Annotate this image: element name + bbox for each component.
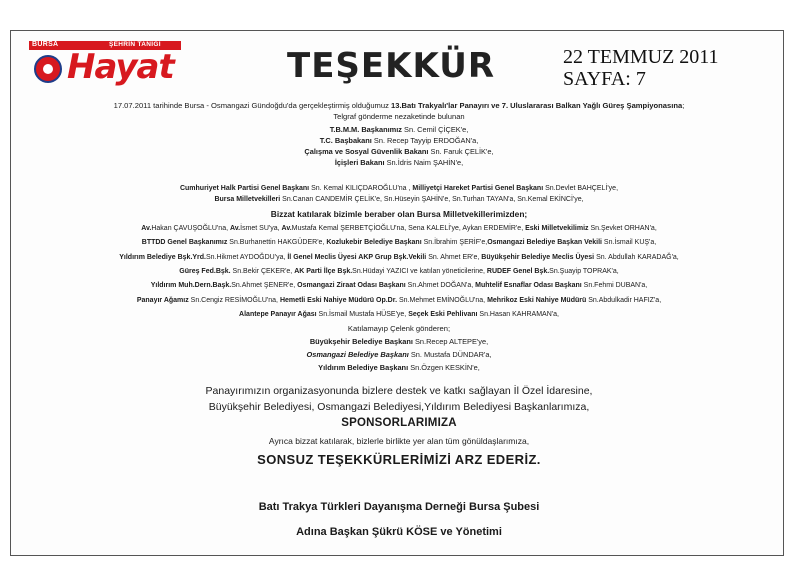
wreath-name: Sn. Mustafa DÜNDAR'a, [408,350,492,359]
official-title: T.C. Başbakanı [319,136,372,145]
official-name: Sn. Faruk ÇELİK'e, [428,147,494,156]
attendee-title: Seçek Eski Pehlivanı [408,310,478,318]
issue-date-block [563,46,719,90]
attended-line [14,296,784,305]
party-title: Bursa Milletvekilleri [214,196,281,203]
attended-line [14,281,784,290]
attendee-title: Eski Milletvekilimiz [525,225,589,232]
party-name: Sn.Canan CANDEMİR ÇELİK'e, Sn.Hüseyin ŞAHİN'e, Sn.Turhan TAYAN'a, Sn.Kemal EKİNCİ'ye, [280,196,584,203]
attended-line [14,224,784,233]
intro-line [14,101,784,110]
attendee-name: Sn.Hikmet AYDOĞDU'ya, [206,253,288,261]
logo-word: Hayat [67,47,174,87]
attendee-name: Sn.Şevket ORHAN'a, [588,225,657,232]
logo-city: BURSA [32,41,59,48]
newspaper-logo [29,41,181,87]
party-name: Sn.Devlet BAHÇELİ'ye, [543,185,619,192]
attendee-title: İl Genel Meclis Üyesi AKP Grup Bşk.Vekili [287,253,427,261]
signature-by: Adına Başkan Şükrü KÖSE ve Yönetimi [296,526,502,538]
party-title: Milliyetçi Hareket Partisi Genel Başkanı [412,185,544,192]
parties-line-2 [14,195,784,204]
signature-org: Batı Trakya Türkleri Dayanışma Derneği Bursa Şubesi [258,501,540,513]
wreath-name: Sn.Özgen KESKİN'e, [408,363,480,372]
attendee-name: Sn.Ahmet ŞENER'e, [231,282,298,290]
closing-line-2: Büyükşehir Belediyesi, Osmangazi Belediyesi,Yıldırım Belediyesi Başkanlarımıza, [208,401,590,413]
official-line [14,158,784,167]
attendee-title: Yıldırım Muh.Dern.Başk. [150,282,232,290]
attendee-name: Sn. Ahmet ER'e, [426,253,482,261]
wreath-heading: Katılamayıp Çelenk gönderen; [347,324,451,333]
official-name: Sn. Cemil ÇİÇEK'e, [401,125,469,134]
attendee-name: Sn.İsmail KUŞ'a, [601,239,657,247]
attendee-name: Sn.İsmail Mustafa HÜSE'ye, [316,310,409,318]
attendee-name: Sn.Fehmi DUBAN'a, [581,282,648,290]
attendee-name: Sn.Mehmet EMİNOĞLU'na, [397,296,488,304]
attendee-title: Av. [230,225,241,232]
attendee-title: Hemetli Eski Nahiye Müdürü Op.Dr. [279,296,398,304]
attended-heading: Bizzat katılarak bizimle beraber olan Bursa Milletvekillerimizden; [270,209,528,219]
attendee-title: Av. [141,225,152,232]
attendee-name: Sn.Bekir ÇEKER'e, [230,267,295,275]
attendee-name: Sn.İbrahim ŞERİF'e, [421,239,488,247]
attendee-name: Sn.Burhanettin HAKGÜDER'e, [227,239,327,247]
attendee-name: Hakan ÇAVUŞOĞLU'na, [151,225,230,232]
attendee-name: Sn.Şuayip TOPRAK'a, [549,267,619,275]
issue-date: 22 TEMMUZ 2011 [563,46,719,68]
attendee-name: Sn.Hasan KAHRAMAN'a, [477,310,559,318]
attended-line [14,267,784,276]
official-title: T.B.M.M. Başkanımız [329,125,402,134]
official-line [14,136,784,145]
official-title: İçişleri Bakanı [334,158,385,167]
attendee-title: Alantepe Panayır Ağası [239,310,317,318]
attendee-title: Güreş Fed.Bşk. [179,267,231,275]
attendee-title: Panayır Ağamız [136,296,189,304]
wreath-title: Yıldırım Belediye Başkanı [318,363,409,372]
thanks-line: SONSUZ TEŞEKKÜRLERİMİZİ ARZ EDERİZ. [257,452,541,467]
wreath-title: Osmangazi Belediye Başkanı [306,350,409,359]
attendee-name: Mustafa Kemal ŞERBETÇİOĞLU'na, Sena KALELİ'ye, Aykan ERDEMİR'e, [291,225,526,232]
wreath-line [14,350,784,359]
attendee-title: BTTDD Genel Başkanımız [141,239,228,247]
attendee-title: Av. [281,225,292,232]
parties-line-1 [14,184,784,193]
telegram-line: Telgraf gönderme nezaketinde bulunan [333,112,465,121]
attendee-name: Sn.Abdulkadir HAFIZ'a, [586,296,662,304]
attended-line [14,310,784,319]
globe-icon [34,55,62,83]
attendee-title: Yıldırım Belediye Bşk.Yrd. [119,253,207,261]
official-line [14,147,784,156]
intro-event: 13.Batı Trakyalı'lar Panayırı ve 7. Uluslararası Balkan Yağlı Güreş Şampiyonasına [391,101,683,110]
attendee-name: İsmet SU'ya, [240,225,282,232]
official-name: Sn.İdris Naim ŞAHİN'e, [384,158,464,167]
wreath-title: Büyükşehir Belediye Başkanı [309,337,413,346]
attended-line [14,253,784,262]
party-name: Sn. Kemal KILIÇDAROĞLU'na , [309,185,413,192]
attendee-name: Sn.Cengiz RESİMOĞLU'na, [188,296,280,304]
attendee-title: Osmangazi Belediye Başkan Vekili [487,239,602,247]
attendee-title: Büyükşehir Belediye Meclis Üyesi [481,253,595,261]
wreath-name: Sn.Recep ALTEPE'ye, [412,337,489,346]
sponsors-line: SPONSORLARIMIZA [341,417,457,429]
logo-tagline: ŞEHRİN TANIĞI [109,41,161,48]
intro-post: ; [682,101,685,110]
attendee-title: Kozlukebir Belediye Başkanı [326,239,422,247]
official-line [14,125,784,134]
page-number: SAYFA: 7 [563,68,646,90]
wreath-line [14,363,784,372]
attendee-title: Mehrikoz Eski Nahiye Müdürü [487,296,587,304]
attendee-title: RUDEF Genel Bşk. [486,267,550,275]
wreath-line [14,337,784,346]
attended-line [14,238,784,247]
attendee-title: Muhtelif Esnaflar Odası Başkanı [475,282,582,290]
official-name: Sn. Recep Tayyip ERDOĞAN'a, [371,136,479,145]
page-title: TEŞEKKÜR [287,46,496,86]
intro-pre: 17.07.2011 tarihinde Bursa - Osmangazi Gündoğdu'da gerçekleştirmiş olduğumuz [113,101,391,110]
official-title: Çalışma ve Sosyal Güvenlik Bakanı [304,147,429,156]
attendee-title: Osmangazi Ziraat Odası Başkanı [297,282,406,290]
attendee-name: Sn. Abdullah KARADAĞ'a, [594,253,679,261]
attendee-name: Sn.Ahmet DOĞAN'a, [405,282,476,290]
closing-line-1: Panayırımızın organizasyonunda bizlere destek ve katkı sağlayan İl Özel İdaresine, [205,385,593,397]
closing-line-3: Ayrıca bizzat katılarak, bizlerle birlikte yer alan tüm gönüldaşlarımıza, [268,436,530,446]
attendee-title: AK Parti İlçe Bşk. [294,267,353,275]
attendee-name: Sn.Hüdayi YAZICI ve katılan yöneticilerine, [352,267,487,275]
party-title: Cumhuriyet Halk Partisi Genel Başkanı [179,185,310,192]
